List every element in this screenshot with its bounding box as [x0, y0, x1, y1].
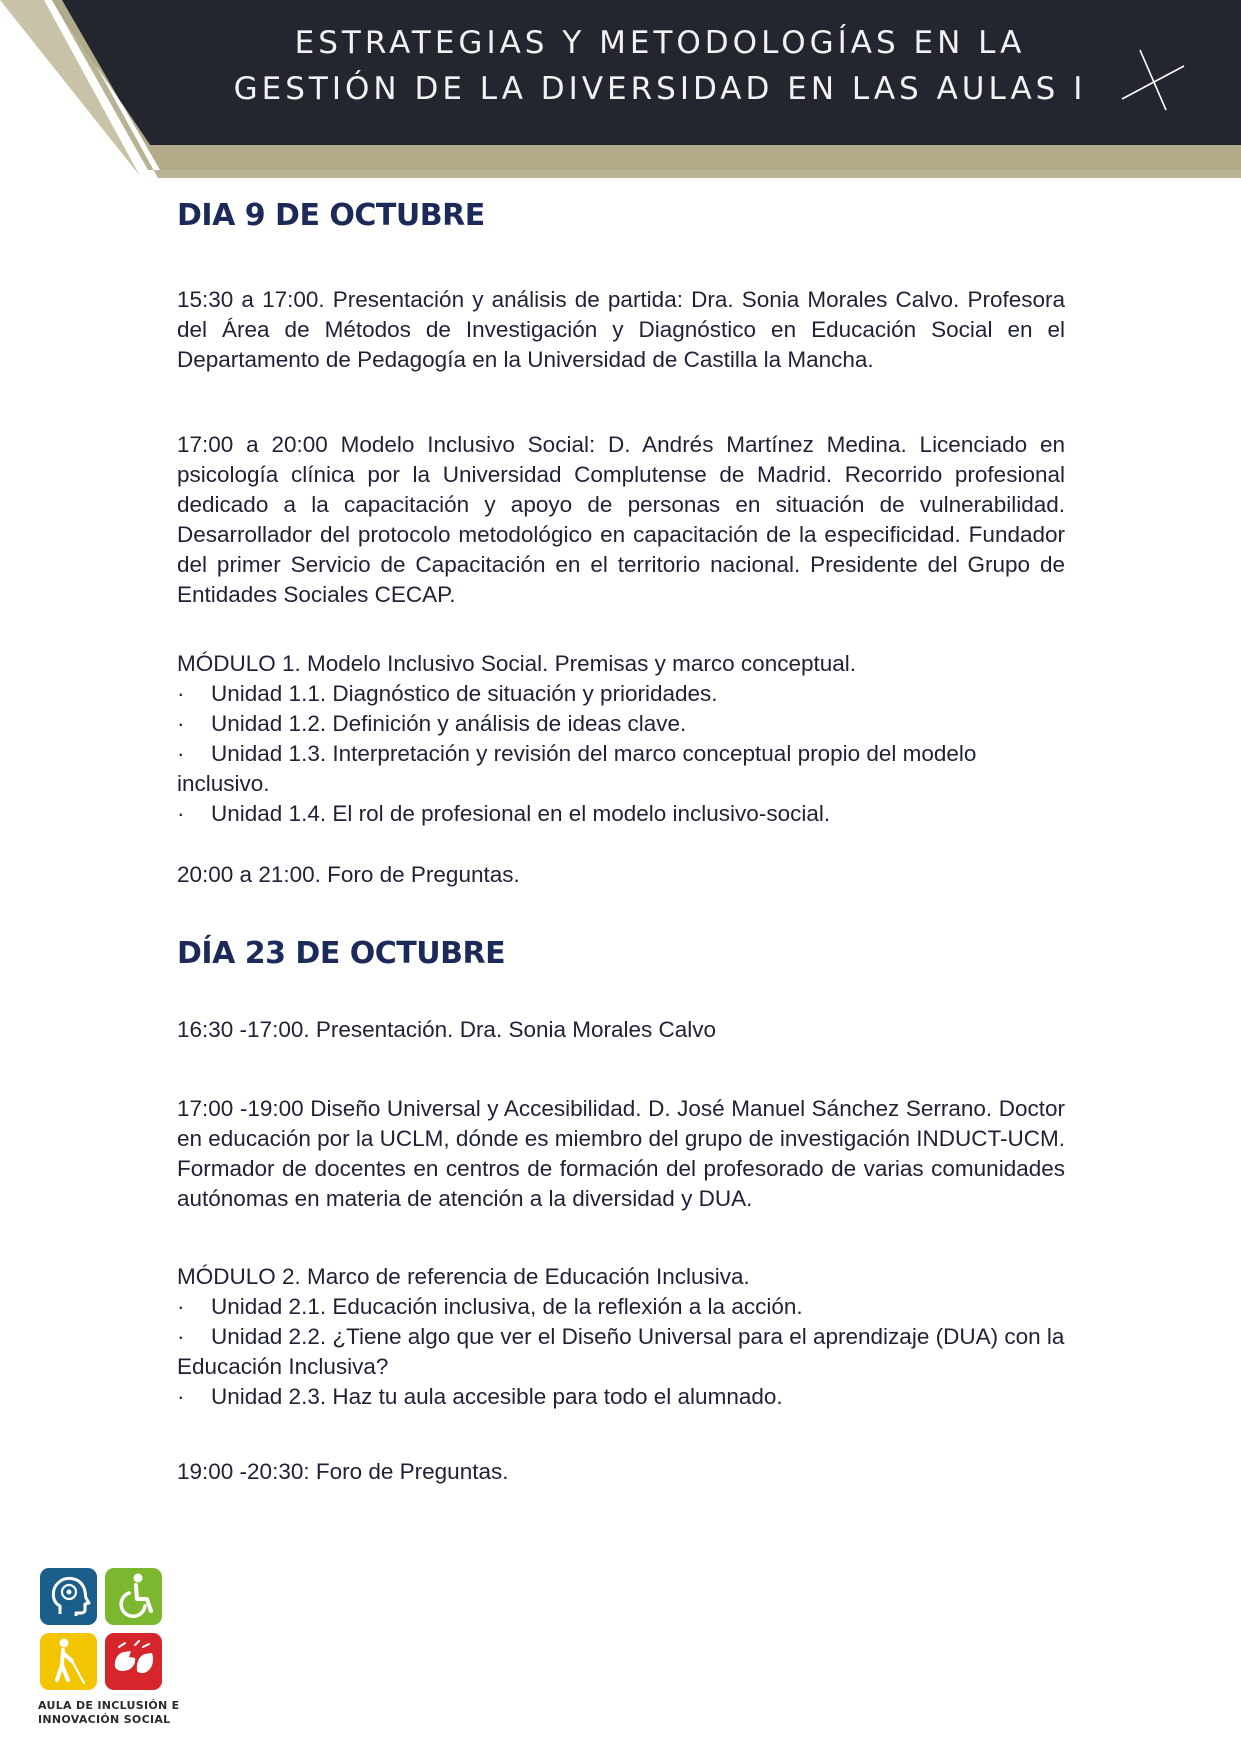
day1-closing: 20:00 a 21:00. Foro de Preguntas.	[177, 862, 520, 887]
module1-unit-2: · Unidad 1.2. Definición y análisis de ideas clave.	[177, 711, 687, 736]
day2-heading: DÍA 23 DE OCTUBRE	[177, 936, 506, 971]
module2-unit-3: · Unidad 2.3. Haz tu aula accesible para todo el alumnado.	[177, 1384, 783, 1409]
module2-unit-2: · Unidad 2.2. ¿Tiene algo que ver el Diseño Universal para el aprendizaje (DUA) con la	[177, 1324, 1065, 1349]
title-line-1: ESTRATEGIAS Y METODOLOGÍAS EN LA	[294, 25, 1026, 61]
head-brain-icon	[40, 1568, 97, 1625]
module1-unit-3-cont: inclusivo.	[177, 771, 270, 796]
logo-text	[38, 1699, 188, 1727]
module2-title-text: MÓDULO 2. Marco de referencia de Educación Inclusiva.	[177, 1264, 750, 1289]
title-line-2: GESTIÓN DE LA DIVERSIDAD EN LAS AULAS I	[233, 71, 1087, 107]
day1-heading: DIA 9 DE OCTUBRE	[177, 198, 485, 233]
document-title	[200, 20, 1120, 112]
module1-unit-3: · Unidad 1.3. Interpretación y revisión del marco conceptual propio del modelo	[177, 741, 977, 766]
module1-unit-1: · Unidad 1.1. Diagnóstico de situación y prioridades.	[177, 681, 718, 706]
blind-person-icon	[40, 1633, 97, 1690]
module1-unit-4: · Unidad 1.4. El rol de profesional en el modelo inclusivo-social.	[177, 801, 831, 826]
day2-presentation: 16:30 -17:00. Presentación. Dra. Sonia Morales Calvo	[177, 1017, 717, 1042]
header-banner	[0, 0, 1241, 180]
logo-line-1: AULA DE INCLUSIÓN E	[38, 1699, 180, 1712]
module2-unit-2-cont: Educación Inclusiva?	[177, 1354, 389, 1379]
sign-language-icon	[105, 1633, 162, 1690]
day1-speaker-bio: 17:00 a 20:00 Modelo Inclusivo Social: D. Andrés Martínez Medina. Licenciado en psicología clínica por la Universidad Complutense de Madrid. Recorrido profesional dedicado a la capacitación y apoyo de personas en situación de vulnerabilidad. Desarrollador del protocolo metodológico en capacitación de la especificidad. Fundador del primer Servicio de Capacitación en el territorio nacional. Presidente del Grupo de Entidades Sociales CECAP.	[177, 432, 1065, 607]
day1-presentation: 15:30 a 17:00. Presentación y análisis de partida: Dra. Sonia Morales Calvo. Profesora del Área de Métodos de Investigación y Diagnóstico en Educación Social en el Departamento de Pedagogía en la Universidad de Castilla la Mancha.	[177, 287, 1065, 372]
wheelchair-icon	[105, 1568, 162, 1625]
module1-title-text: MÓDULO 1. Modelo Inclusivo Social. Premisas y marco conceptual.	[177, 651, 857, 676]
module2-title	[177, 1262, 1065, 1292]
logo-line-2: INNOVACIÓN SOCIAL	[38, 1713, 171, 1726]
aula-inclusion-logo	[38, 1568, 188, 1738]
day2-closing: 19:00 -20:30: Foro de Preguntas.	[177, 1459, 509, 1484]
module2-unit-1: · Unidad 2.1. Educación inclusiva, de la reflexión a la acción.	[177, 1294, 803, 1319]
module1-title	[177, 649, 1065, 679]
day2-speaker-bio: 17:00 -19:00 Diseño Universal y Accesibilidad. D. José Manuel Sánchez Serrano. Doctor en educación por la UCLM, dónde es miembro del grupo de investigación INDUCT-UCM. Formador de docentes en centros de formación del profesorado de varias comunidades autónomas en materia de atención a la diversidad y DUA.	[177, 1096, 1065, 1211]
